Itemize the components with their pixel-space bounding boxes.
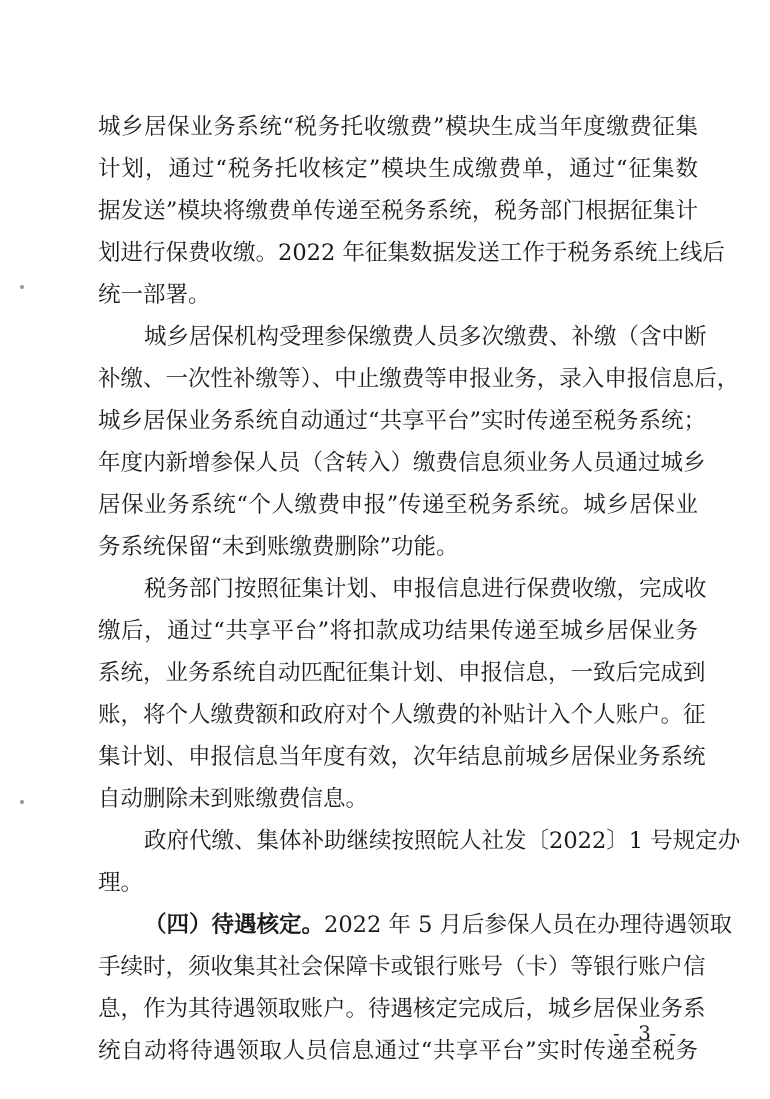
paragraph-line: 城乡居保机构受理参保缴费人员多次缴费、补缴（含中断 (144, 324, 707, 350)
paragraph-line: 税务部门按照征集计划、申报信息进行保费收缴，完成收 (144, 576, 707, 602)
paragraph-line: 自动删除未到账缴费信息。 (98, 786, 369, 812)
paragraph-line: 务系统保留“未到账缴费删除”功能。 (98, 534, 459, 560)
paragraph-line: 统一部署。 (98, 282, 211, 308)
paragraph-line: 年度内新增参保人员（含转入）缴费信息须业务人员通过城乡 (98, 450, 706, 476)
paragraph-line: 政府代缴、集体补助继续按照皖人社发〔2022〕1 号规定办 (144, 828, 741, 854)
paragraph-line: 系统，业务系统自动匹配征集计划、申报信息，一致后完成到 (98, 660, 706, 686)
paragraph-line: 账，将个人缴费额和政府对个人缴费的补贴计入个人账户。征 (98, 702, 706, 728)
paragraph-line: 手续时，须收集其社会保障卡或银行账号（卡）等银行账户信 (98, 954, 706, 980)
paragraph-line: 划进行保费收缴。2022 年征集数据发送工作于税务系统上线后 (98, 240, 725, 266)
paragraph-line: 统自动将待遇领取人员信息通过“共享平台”实时传递至税务 (98, 1038, 698, 1064)
paragraph-line: 补缴、一次性补缴等）、中止缴费等申报业务，录入申报信息后， (98, 366, 740, 392)
section-first-line-text: 2022 年 5 月后参保人员在办理待遇领取 (324, 912, 733, 938)
section-first-line (144, 910, 733, 940)
section-heading: （四）待遇核定。 (144, 912, 325, 938)
scan-mark (20, 285, 24, 289)
paragraph-line: 息，作为其待遇领取账户。待遇核定完成后，城乡居保业务系 (98, 996, 706, 1022)
paragraph-line: 居保业务系统“个人缴费申报”传递至税务系统。城乡居保业 (98, 492, 698, 518)
paragraph-line: 集计划、申报信息当年度有效，次年结息前城乡居保业务系统 (98, 744, 706, 770)
paragraph-line: 理。 (98, 870, 144, 896)
paragraph-line: 据发送”模块将缴费单传递至税务系统，税务部门根据征集计 (98, 198, 698, 224)
paragraph-line: 城乡居保业务系统自动通过“共享平台”实时传递至税务系统； (98, 408, 707, 434)
page-number: - 3 - (613, 1021, 682, 1045)
paragraph-line: 缴后，通过“共享平台”将扣款成功结果传递至城乡居保业务 (98, 618, 698, 644)
scan-mark (20, 800, 24, 804)
paragraph-line: 计划，通过“税务托收核定”模块生成缴费单，通过“征集数 (98, 156, 698, 182)
paragraph-line: 城乡居保业务系统“税务托收缴费”模块生成当年度缴费征集 (98, 114, 698, 140)
